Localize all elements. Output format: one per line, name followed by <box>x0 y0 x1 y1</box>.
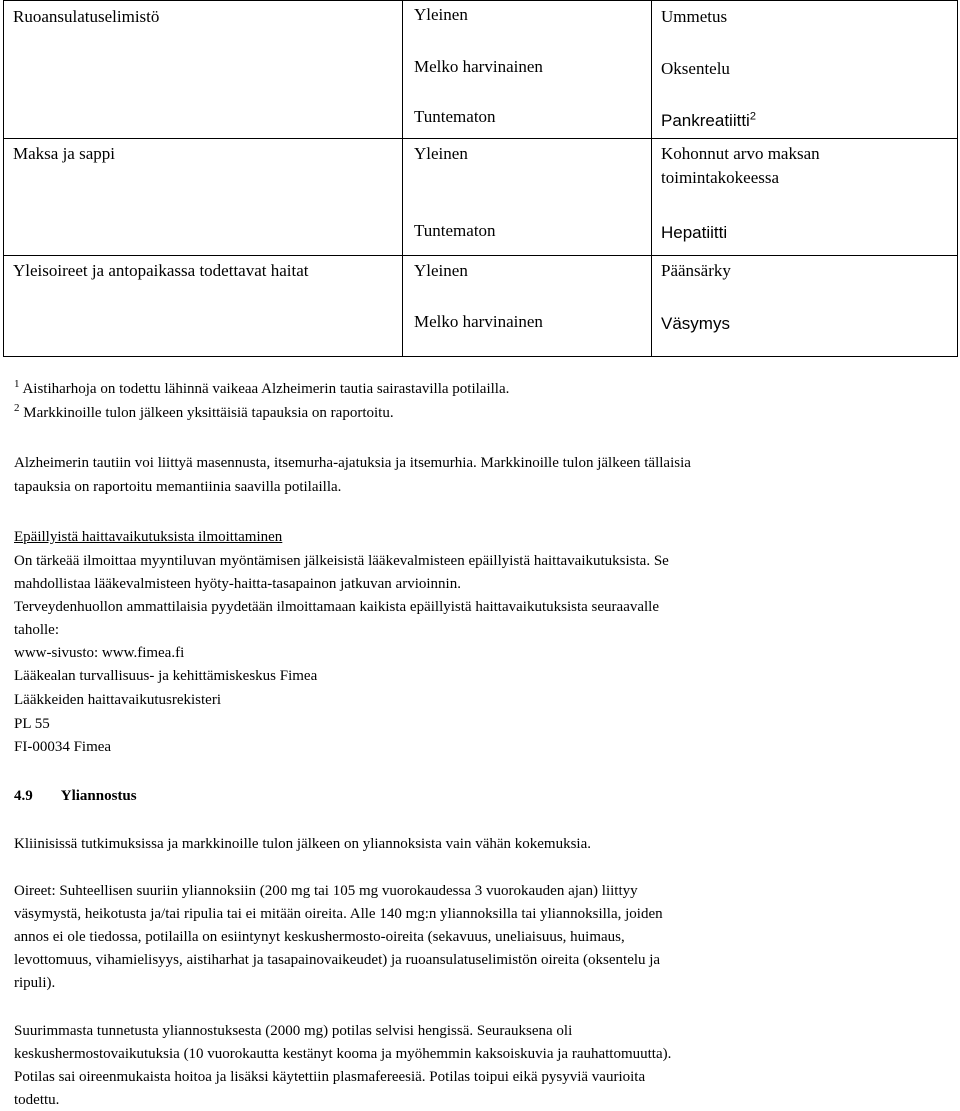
footnote-number: 1 <box>14 378 20 390</box>
section-heading <box>14 786 137 806</box>
footnote: $^2$ Markkinoille tulon jälkeen yksittäisiä tapauksia on raportoitu. <box>14 402 394 421</box>
organ-cell <box>4 1 403 139</box>
table-row <box>4 139 958 256</box>
paragraph-line: Alzheimerin tautiin voi liittyä masennusta, itsemurha-ajatuksia ja itsemurhia. Markkinoille tulon jälkeen tällaisia <box>14 455 691 471</box>
frequency-cell <box>403 139 652 256</box>
paragraph-line: Oireet: Suhteellisen suuriin yliannoksiin (200 mg tai 105 mg vuorokaudessa 3 vuorokauden ajan) liittyy <box>14 883 638 899</box>
frequency-label: Tuntematon <box>414 107 496 126</box>
organ-cell <box>4 139 403 256</box>
organ-label: Yleisoireet ja antopaikassa todettavat haitat <box>13 261 309 280</box>
effect-label: Päänsärky <box>661 261 731 280</box>
paragraph-line: tapauksia on raportoitu memantiinia saavilla potilailla. <box>14 479 342 495</box>
frequency-cell <box>403 256 652 357</box>
frequency-label: Tuntematon <box>414 221 496 240</box>
organ-label: Ruoansulatuselimistö <box>13 7 160 26</box>
frequency-label: Yleinen <box>414 5 468 24</box>
reporting-line: taholle: <box>14 622 59 638</box>
paragraph-line: ripuli). <box>14 975 56 991</box>
reporting-line: On tärkeää ilmoittaa myyntiluvan myöntämisen jälkeisistä lääkevalmisteen epäillyistä haittavaikutuksista. Se <box>14 553 669 569</box>
frequency-label: Yleinen <box>414 144 468 163</box>
paragraph-line: Potilas sai oireenmukaista hoitoa ja lisäksi käytettiin plasmafereesiä. Potilas toipui eikä pysyviä vaurioita <box>14 1069 646 1085</box>
table-row <box>4 256 958 357</box>
effect-label: Hepatiitti <box>661 223 728 242</box>
effect-cell <box>652 256 958 357</box>
paragraph-line: Kliinisissä tutkimuksissa ja markkinoille tulon jälkeen on yliannoksista vain vähän kokemuksia. <box>14 836 592 852</box>
adverse-effects-table <box>3 0 958 357</box>
effect-cell <box>652 1 958 139</box>
frequency-label: Melko harvinainen <box>414 312 543 331</box>
section-number: 4.9 <box>14 788 33 804</box>
effect-label: toimintakokeessa <box>661 168 780 187</box>
frequency-cell <box>403 1 652 139</box>
footnote-number: 2 <box>14 402 20 414</box>
reporting-heading: Epäillyistä haittavaikutuksista ilmoittaminen <box>14 529 283 545</box>
footnote-marker: 2 <box>749 110 756 123</box>
effect-label: Pankreatiitti$^2$ <box>661 110 756 130</box>
organ-label: Maksa ja sappi <box>13 144 115 163</box>
effect-label: Kohonnut arvo maksan <box>661 144 820 163</box>
effect-cell <box>652 139 958 256</box>
table-row <box>4 1 958 139</box>
paragraph-line: Suurimmasta tunnetusta yliannostuksesta (2000 mg) potilas selvisi hengissä. Seurauksena oli <box>14 1023 573 1039</box>
paragraph-line: annos ei ole tiedossa, potilailla on esiintynyt keskushermosto-oireita (sekavuus, uneliaisuus, huimaus, <box>14 929 625 945</box>
effect-label: Oksentelu <box>661 59 730 78</box>
reporting-line: Lääkealan turvallisuus- ja kehittämiskeskus Fimea <box>14 668 318 684</box>
organ-cell <box>4 256 403 357</box>
paragraph-line: keskushermostovaikutuksia (10 vuorokautta kestänyt kooma ja myöhemmin kaksoiskuvia ja rauhattomuutta). <box>14 1046 672 1062</box>
reporting-line: Lääkkeiden haittavaikutusrekisteri <box>14 692 222 708</box>
footnote: $^1$ Aistiharhoja on todettu lähinnä vaikeaa Alzheimerin tautia sairastavilla potilailla. <box>14 378 510 397</box>
reporting-line: FI-00034 Fimea <box>14 739 112 755</box>
frequency-label: Yleinen <box>414 261 468 280</box>
paragraph-line: väsymystä, heikotusta ja/tai ripulia tai ei mitään oireita. Alle 140 mg:n yliannoksilla tai yliannoksilla, joiden <box>14 906 663 922</box>
effect-label: Ummetus <box>661 7 728 26</box>
section-title: Yliannostus <box>60 788 137 804</box>
reporting-line: Terveydenhuollon ammattilaisia pyydetään ilmoittamaan kaikista epäillyistä haittavaikutuksista seuraavalle <box>14 599 659 615</box>
frequency-label: Melko harvinainen <box>414 57 543 76</box>
paragraph-line: todettu. <box>14 1092 60 1108</box>
reporting-line: PL 55 <box>14 716 50 732</box>
paragraph-line: levottomuus, vihamielisyys, aistiharhat ja tasapainovaikeudet) ja ruoansulatuselimistön oireita (oksentelu ja <box>14 952 661 968</box>
reporting-line: mahdollistaa lääkevalmisteen hyöty-haitta-tasapainon jatkuvan arvioinnin. <box>14 576 461 592</box>
effect-label: Väsymys <box>661 314 730 333</box>
reporting-line: www-sivusto: www.fimea.fi <box>14 645 185 661</box>
